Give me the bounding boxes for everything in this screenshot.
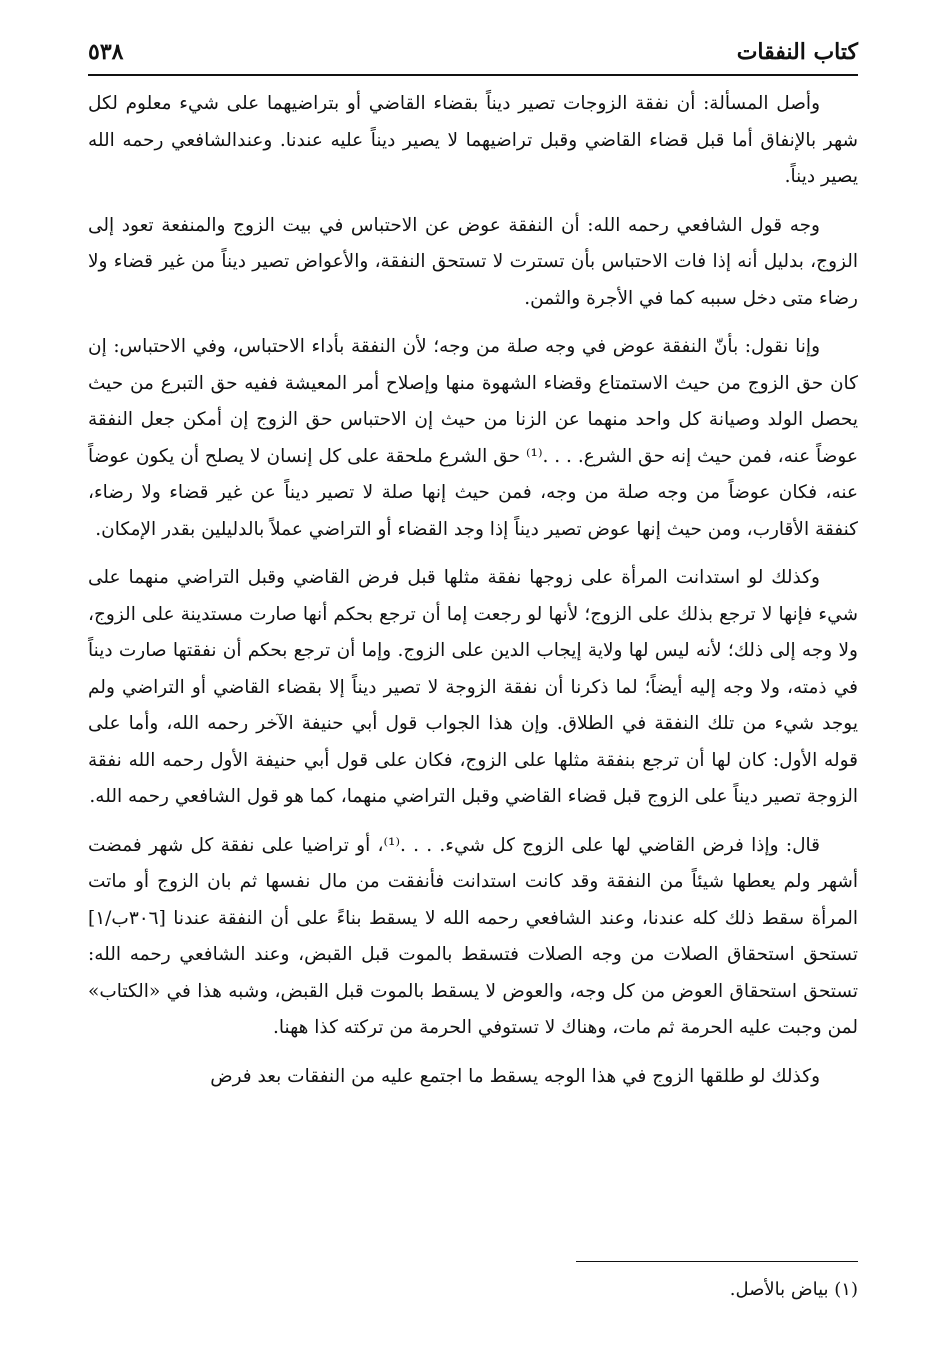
paragraph: وكذلك لو طلقها الزوج في هذا الوجه يسقط ما اجتمع عليه من النفقات بعد فرض: [210, 1065, 820, 1087]
page-number: ٥٣٨: [88, 39, 124, 65]
paragraph: قال: وإذا فرض القاضي لها على الزوج كل شيء. . . .⁽¹⁾، أو تراضيا على نفقة كل شهر فمضت أشهر ولم يعطها شيئاً من النفقة وقد كانت استدانت فأنفقت من مال نفسها ثم بان الزوج أو ماتت المرأة سقط ذلك كله عندنا، وعند الشافعي رحمه الله لا يسقط بناءً على أن النفقة عندنا [٣٠٦ب/١] تستحق استحقاق الصلات من وجه الصلات فتسقط بالموت قبل القبض، وعند الشافعي رحمه الله: تستحق استحقاق العوض من كل وجه، والعوض لا يسقط بالموت قبل القبض، وشبه هذا في «الكتاب» لمن وجبت عليه الحرمة ثم مات، وهناك لا تستوفي الحرمة من تركته كذا ههنا.: [88, 834, 858, 1038]
paragraph: وكذلك لو استدانت المرأة على زوجها نفقة مثلها قبل فرض القاضي وقبل التراضي منهما على شيء فإنها لا ترجع بذلك على الزوج؛ لأنها لو رجعت إما أن ترجع بحكم أنها صارت مستدينة على الزوج، ولا وجه إلى ذلك؛ لأنه ليس لها ولاية إيجاب الدين على الزوج. وإما أن ترجع بحكم أن نفقتها صارت ديناً في ذمته، ولا وجه إليه أيضاً؛ لما ذكرنا أن نفقة الزوجة لا تصير ديناً إلا بقضاء القاضي أو التراضي ولم يوجد شيء من تلك النفقة في الطلاق. وإن هذا الجواب قول أبي حنيفة الآخر رحمه الله، وأما على قوله الأول: كان لها أن ترجع بنفقة مثلها على الزوج، فكان على قول أبي حنيفة الأول رحمه الله نفقة الزوجة تصير ديناً على الزوج قبل قضاء القاضي وقبل التراضي منهما، كما هو قول الشافعي رحمه الله.: [88, 567, 858, 807]
footnote: (١) بياض بالأصل.: [729, 1279, 858, 1300]
paragraph: وجه قول الشافعي رحمه الله: أن النفقة عوض عن الاحتباس في بيت الزوج والمنفعة تعود إلى الزوج، بدليل أنه إذا فات الاحتباس بأن تسترت لا تستحق النفقة، والأعواض تصير ديناً من غير قضاء ولا رضاء متى دخل سببه كما في الأجرة والثمن.: [88, 214, 858, 309]
page-body: [88, 86, 858, 1107]
paragraph: وأصل المسألة: أن نفقة الزوجات تصير ديناً بقضاء القاضي أو بتراضيهما على شيء معلوم لكل شهر بالإنفاق أما قبل قضاء القاضي وقبل تراضيهما لا يصير ديناً عليه عندنا. وعندالشافعي رحمه الله يصير ديناً.: [88, 93, 858, 187]
chapter-title: كتاب النفقات: [736, 39, 858, 65]
footnote-separator: [576, 1261, 858, 1262]
paragraph: وإنا نقول: بأنّ النفقة عوض في وجه صلة من وجه؛ لأن النفقة بأداء الاحتباس، وفي الاحتباس: إن كان حق الزوج من حيث الاستمتاع وقضاء الشهوة منها وإصلاح أمر المعيشة ففيه حق التبرع من حيث يحصل الولد وصيانة كل واحد منهما عن الزنا من حيث إن الاحتباس حق الزوج إن أمكن جعل النفقة عوضاً عنه، فمن حيث إنه حق الشرع. . . .⁽¹⁾ حق الشرع ملحقة على كل إنسان لا يصلح أن يكون عوضاً عنه، فكان عوضاً من وجه صلة من وجه، فمن حيث إنها صلة لا تصير ديناً عن غير قضاء ولا رضاء، كنفقة الأقارب، ومن حيث إنها عوض تصير ديناً إذا وجد القضاء أو التراضي عملاً بالدليلين بقدر الإمكان.: [88, 336, 858, 540]
page-header: [88, 30, 858, 76]
